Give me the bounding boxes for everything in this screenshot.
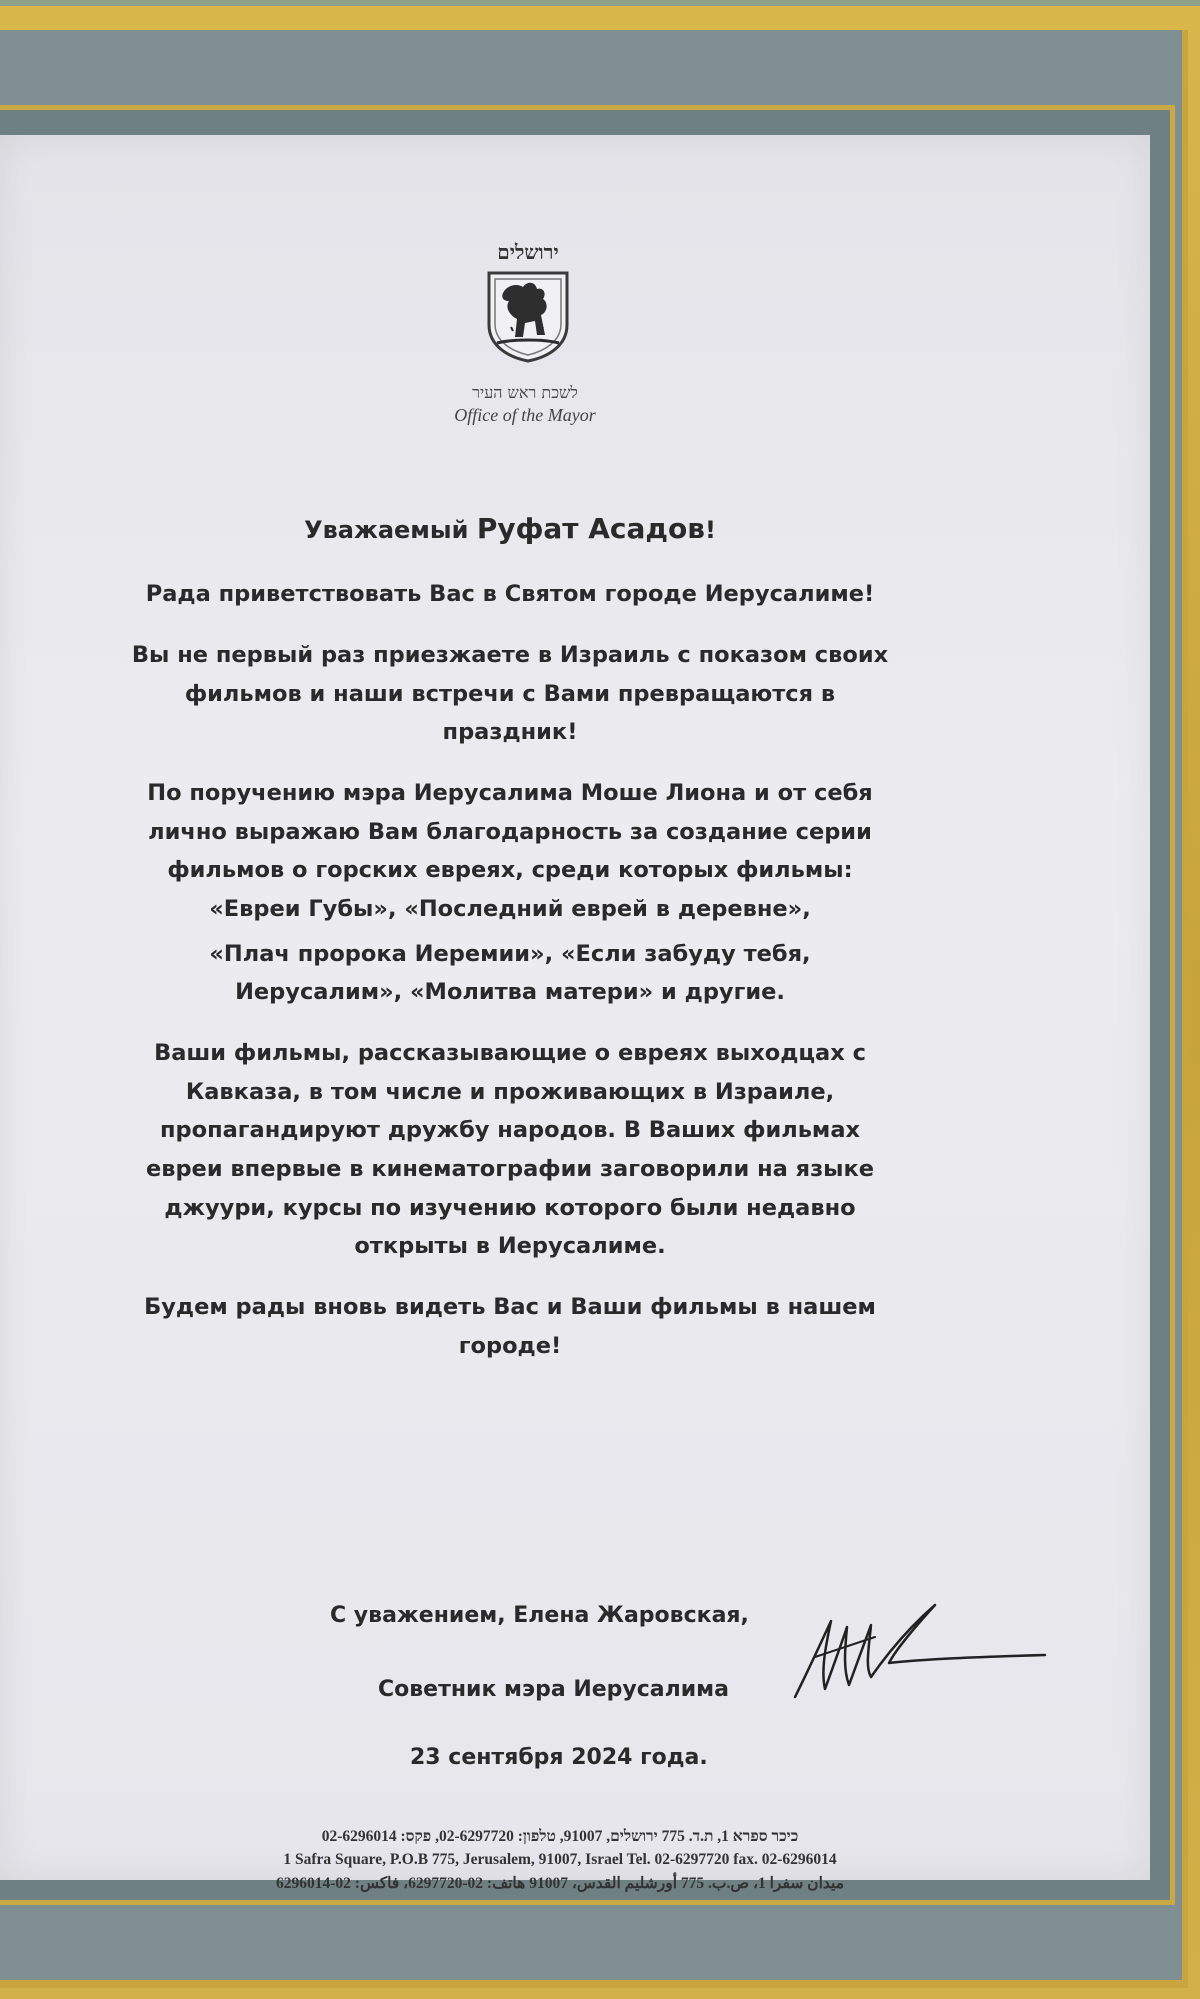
office-title-hebrew: לשכת ראש העיר: [472, 383, 578, 402]
paragraph-greeting: Рада приветствовать Вас в Святом городе Иерусалиме!: [145, 581, 875, 608]
paragraph-visits: Вы не первый раз приезжаете в Израиль с показом своих фильмов и наши встречи с Вами превращаются в праздник!: [131, 641, 889, 746]
letter-paper: [0, 135, 1150, 1892]
paragraph-film-list: «Плач пророка Иеремии», «Если забуду тебя, Иерусалим», «Молитва матери» и другие.: [209, 940, 811, 1006]
letterhead-footer: [150, 1825, 970, 1895]
letter-body: [130, 505, 890, 1388]
lion-shield-icon: [483, 269, 573, 363]
jerusalem-emblem: [478, 240, 578, 380]
paragraph-films-description: Ваши фильмы, рассказывающие о евреях выходцах с Кавказа, в том числе и проживающих в Израиле, пропагандируют дружбу народов. В Ваших фильмах евреи впервые в кинематографии заговорили на языке джуури, курсы по изучению которого были недавно открыты в Иерусалиме.: [145, 1040, 875, 1260]
salutation: [130, 505, 890, 553]
paragraph-gratitude: По поручению мэра Иерусалима Моше Лиона и от себя лично выражаю Вам благодарность за создание серии фильмов о горских евреях, среди которых фильмы: «Евреи Губы», «Последний еврей в деревне»,: [147, 779, 873, 922]
footer-address-english: 1 Safra Square, P.O.B 775, Jerusalem, 91007, Israel Tel. 02-6297720 fax. 02-6296014: [283, 1851, 837, 1869]
salutation-prefix: Уважаемый: [304, 516, 469, 544]
signoff-line: С уважением, Елена Жаровская,: [330, 1603, 749, 1628]
letter-date: 23 сентября 2024 года.: [410, 1745, 708, 1770]
handwritten-signature: [785, 1597, 1055, 1707]
office-header: [400, 383, 650, 426]
recipient-name: Руфат Асадов: [476, 512, 705, 545]
office-title-english: Office of the Mayor: [454, 405, 596, 425]
signer-position: Советник мэра Иерусалима: [378, 1677, 730, 1702]
salutation-suffix: !: [704, 516, 716, 544]
paragraph-closing: Будем рады вновь видеть Вас и Ваши фильмы в нашем городе!: [144, 1294, 876, 1359]
footer-address-hebrew: כיכר ספרא 1, ת.ד. 775 ירושלים, 91007, טלפון: 02-6297720, פקס: 02-6296014: [321, 1828, 799, 1845]
footer-address-arabic: ميدان سفرا 1، ص.ب. 775 أورشليم القدس، 91007 هاتف: 02-6297720، فاكس: 02-6296014: [276, 1874, 844, 1892]
emblem-city-name: ירושלים: [497, 240, 559, 264]
